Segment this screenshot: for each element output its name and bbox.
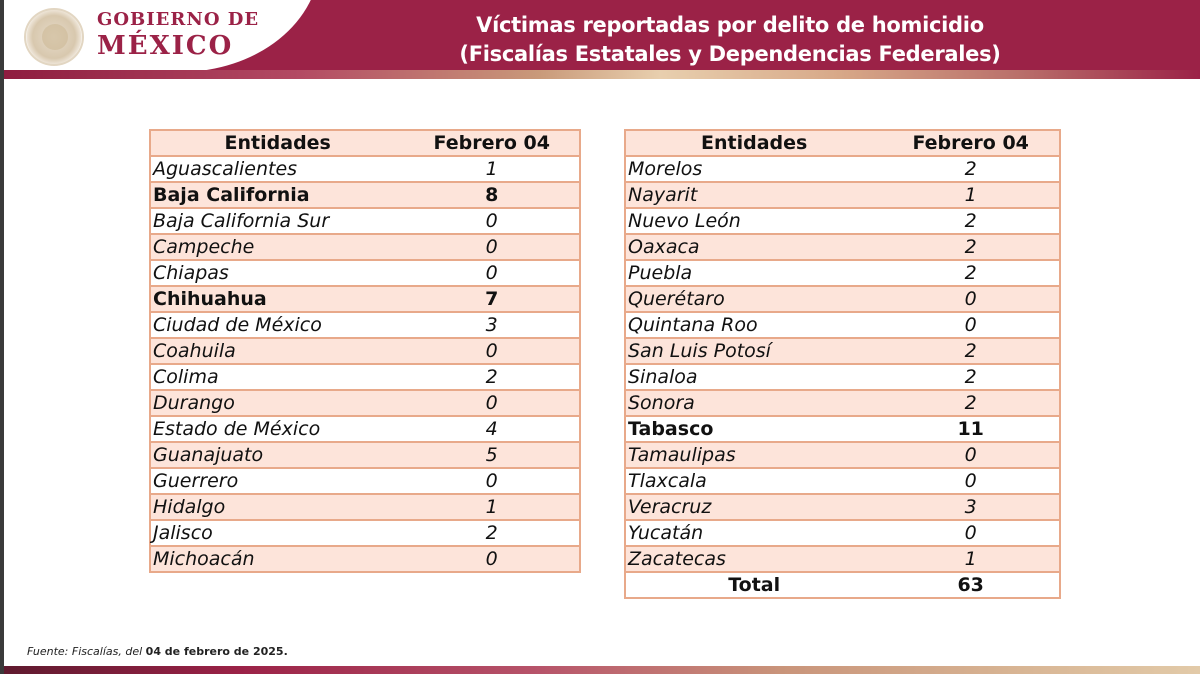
table-row (625, 156, 1060, 182)
page-title (430, 11, 1030, 69)
victim-count: 0 (404, 260, 580, 286)
entity-name: Campeche (150, 234, 404, 260)
entity-name: Nuevo León (625, 208, 882, 234)
title-line1: Víctimas reportadas por delito de homicidio (476, 13, 984, 37)
victim-count: 0 (404, 546, 580, 572)
entity-name: Colima (150, 364, 404, 390)
table-row (150, 390, 580, 416)
table-row (625, 364, 1060, 390)
entity-name: Chiapas (150, 260, 404, 286)
victim-count: 8 (404, 182, 580, 208)
column-header-date: Febrero 04 (404, 130, 580, 156)
entity-name: Yucatán (625, 520, 882, 546)
source-label: Fuente: Fiscalías, del (27, 645, 146, 658)
entity-name: Querétaro (625, 286, 882, 312)
table-row (150, 546, 580, 572)
table-row (150, 156, 580, 182)
entity-name: Baja California Sur (150, 208, 404, 234)
entity-name: Ciudad de México (150, 312, 404, 338)
victim-count: 3 (882, 494, 1060, 520)
table-row (150, 494, 580, 520)
victim-count: 2 (882, 260, 1060, 286)
entity-name: Sinaloa (625, 364, 882, 390)
victim-count: 1 (882, 182, 1060, 208)
entity-name: Baja California (150, 182, 404, 208)
total-row (625, 572, 1060, 598)
column-header-entidades: Entidades (150, 130, 404, 156)
table-row (150, 468, 580, 494)
table-header-row (150, 130, 580, 156)
entity-name: Tamaulipas (625, 442, 882, 468)
victim-count: 1 (404, 156, 580, 182)
entity-name: Jalisco (150, 520, 404, 546)
table-row (625, 416, 1060, 442)
victim-count: 3 (404, 312, 580, 338)
header-divider (0, 70, 1200, 79)
table-row (625, 390, 1060, 416)
table-row (150, 416, 580, 442)
entity-name: Veracruz (625, 494, 882, 520)
table-row (625, 442, 1060, 468)
entity-name: Coahuila (150, 338, 404, 364)
entity-name: Morelos (625, 156, 882, 182)
victim-count: 0 (882, 468, 1060, 494)
brand-logo (97, 11, 259, 59)
total-label: Total (625, 572, 882, 598)
table-row (150, 312, 580, 338)
victim-count: 0 (404, 338, 580, 364)
entity-name: Guanajuato (150, 442, 404, 468)
victim-count: 4 (404, 416, 580, 442)
entity-name: Aguascalientes (150, 156, 404, 182)
brand-line2: MÉXICO (97, 31, 234, 61)
victim-count: 2 (404, 364, 580, 390)
brand-line1: GOBIERNO DE (97, 9, 260, 30)
victim-count: 2 (882, 208, 1060, 234)
column-header-date: Febrero 04 (882, 130, 1060, 156)
table-row (625, 260, 1060, 286)
entity-name: Chihuahua (150, 286, 404, 312)
table-row (150, 364, 580, 390)
total-value: 63 (882, 572, 1060, 598)
table-row (150, 208, 580, 234)
table-row (625, 234, 1060, 260)
victim-count: 1 (404, 494, 580, 520)
table-row (625, 546, 1060, 572)
victim-count: 0 (882, 286, 1060, 312)
victim-count: 0 (404, 208, 580, 234)
entity-name: Zacatecas (625, 546, 882, 572)
victim-count: 0 (404, 468, 580, 494)
victim-count: 0 (404, 234, 580, 260)
victim-count: 2 (882, 234, 1060, 260)
table-row (150, 338, 580, 364)
table-row (625, 312, 1060, 338)
column-header-entidades: Entidades (625, 130, 882, 156)
window-edge (0, 0, 4, 674)
table-row (150, 260, 580, 286)
source-note (27, 645, 288, 658)
victim-count: 1 (882, 546, 1060, 572)
entity-name: Nayarit (625, 182, 882, 208)
source-date: 04 de febrero de 2025. (145, 645, 288, 658)
victim-count: 5 (404, 442, 580, 468)
table-row (625, 338, 1060, 364)
victim-count: 0 (404, 390, 580, 416)
victim-count: 0 (882, 312, 1060, 338)
page-header (0, 0, 1200, 72)
table-row (625, 286, 1060, 312)
table-row (150, 234, 580, 260)
table-row (625, 208, 1060, 234)
entity-name: Hidalgo (150, 494, 404, 520)
footer-divider (0, 666, 1200, 674)
entity-name: Tlaxcala (625, 468, 882, 494)
title-line2: (Fiscalías Estatales y Dependencias Federales) (459, 42, 1001, 66)
entity-name: Durango (150, 390, 404, 416)
victim-count: 2 (882, 338, 1060, 364)
victim-count: 0 (882, 520, 1060, 546)
table-header-row (625, 130, 1060, 156)
table-body (150, 156, 580, 572)
entity-name: Tabasco (625, 416, 882, 442)
entity-name: Oaxaca (625, 234, 882, 260)
victim-count: 2 (882, 364, 1060, 390)
victim-count: 2 (882, 156, 1060, 182)
entity-name: Puebla (625, 260, 882, 286)
table-row (625, 494, 1060, 520)
entity-name: Guerrero (150, 468, 404, 494)
victim-count: 2 (404, 520, 580, 546)
entity-name: San Luis Potosí (625, 338, 882, 364)
coat-of-arms-icon (24, 8, 84, 66)
victim-count: 7 (404, 286, 580, 312)
table-row (625, 520, 1060, 546)
entity-name: Sonora (625, 390, 882, 416)
table-row (150, 442, 580, 468)
homicide-table-right (624, 129, 1061, 599)
homicide-table-left (149, 129, 581, 573)
table-row (625, 468, 1060, 494)
victim-count: 11 (882, 416, 1060, 442)
entity-name: Michoacán (150, 546, 404, 572)
entity-name: Quintana Roo (625, 312, 882, 338)
victim-count: 0 (882, 442, 1060, 468)
victim-count: 2 (882, 390, 1060, 416)
table-body (625, 156, 1060, 572)
entity-name: Estado de México (150, 416, 404, 442)
table-row (150, 286, 580, 312)
table-row (625, 182, 1060, 208)
table-row (150, 520, 580, 546)
table-row (150, 182, 580, 208)
